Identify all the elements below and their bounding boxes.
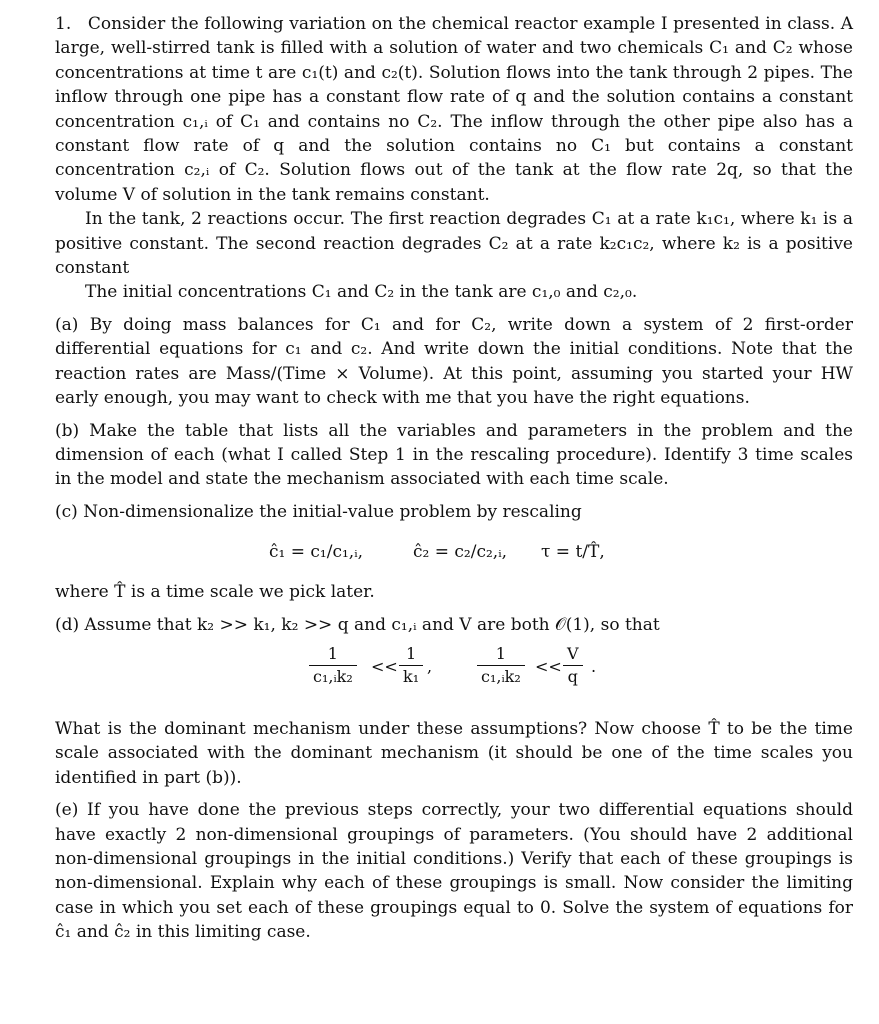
fraction-numerator: 1 xyxy=(309,643,357,666)
problem-document xyxy=(55,12,853,945)
fraction-numerator: V xyxy=(563,643,583,666)
part-a: (a) By doing mass balances for C₁ and for C₂, write down a system of 2 first-order differential equations for c₁ and c₂. And write down the initial conditions. Note that the reaction rates are Mass/(Time × Volume). At this point, assuming you started your HW early enough, you may want to check with me that you have the right equations. xyxy=(55,314,853,409)
initial-conditions-paragraph: The initial concentrations C₁ and C₂ in the tank are c₁,₀ and c₂,₀. xyxy=(85,282,638,303)
fraction-reaction1-timescale xyxy=(399,643,423,688)
comma-separator: , xyxy=(427,656,433,676)
fraction-denominator: c₁,ᵢk₂ xyxy=(313,666,353,686)
problem-intro-text: Consider the following variation on the chemical reactor example I presented in class. A large, well-stirred tank is filled with a solution of water and two chemicals C₁ and C₂ whose concentrations at time t are c₁(t) and c₂(t). Solution flows into the tank through 2 pipes. The inflow through one pipe has a constant flow rate of q and the solution contains a constant concentration c₁,ᵢ of C₁ and contains no C₂. The inflow through the other pipe also has a constant flow rate of q and the solution contains no C₁ but contains a constant concentration c₂,ᵢ of C₂. Solution flows out of the tank at the flow rate 2q, so that the volume V of solution in the tank remains constant. xyxy=(55,14,853,205)
rescaling-equations xyxy=(55,524,853,580)
part-b: (b) Make the table that lists all the variables and parameters in the problem and the dimension of each (what I called Step 1 in the rescaling procedure). Identify 3 time scales in the model and state the mechanism associated with each time scale. xyxy=(55,420,853,490)
part-e: (e) If you have done the previous steps correctly, your two differential equations should have exactly 2 non-dimensional groupings of parameters. (You should have 2 additional non-dimensional groupings in the initial conditions.) Verify that each of these groupings is non-dimensional. Explain why each of these groupings is small. Now consider the limiting case in which you set each of these groupings equal to 0. Solve the system of equations for ĉ₁ and ĉ₂ in this limiting case. xyxy=(55,800,853,943)
problem-intro xyxy=(55,12,853,207)
rescale-time-equation: τ = t/T̂, xyxy=(541,542,605,563)
rescale-c1-equation: ĉ₁ = c₁/c₁,ᵢ, xyxy=(269,542,364,563)
part-c: (c) Non-dimensionalize the initial-value problem by rescaling xyxy=(55,501,582,522)
part-c-after: where T̂ is a time scale we pick later. xyxy=(55,582,375,603)
fraction-denominator: k₁ xyxy=(403,666,420,686)
problem-number: 1. xyxy=(55,14,72,34)
fraction-numerator: 1 xyxy=(477,643,525,666)
fraction-flow-timescale xyxy=(563,643,583,688)
fraction-denominator: c₁,ᵢk₂ xyxy=(481,666,521,686)
much-less-than-sign-2: << xyxy=(535,656,562,676)
fraction-numerator: 1 xyxy=(399,643,423,666)
part-d: (d) Assume that k₂ >> k₁, k₂ >> q and c₁,ᵢ and V are both 𝒪(1), so that xyxy=(55,614,660,635)
rescale-c2-equation: ĉ₂ = c₂/c₂,ᵢ, xyxy=(413,542,508,563)
period-mark: . xyxy=(591,656,597,676)
part-d-after: What is the dominant mechanism under these assumptions? Now choose T̂ to be the time scale associated with the dominant mechanism (it should be one of the time scales you identified in part (b)). xyxy=(55,718,853,788)
fraction-reaction2-timescale-b xyxy=(477,643,525,688)
fraction-reaction2-timescale-a xyxy=(309,643,357,688)
reactions-paragraph: In the tank, 2 reactions occur. The first reaction degrades C₁ at a rate k₁c₁, where k₁ is a positive constant. The second reaction degrades C₂ at a rate k₂c₁c₂, where k₂ is a positive constant xyxy=(55,209,853,279)
fraction-denominator: q xyxy=(567,666,578,686)
timescale-inequalities xyxy=(55,637,853,713)
much-less-than-sign-1: << xyxy=(371,656,398,676)
